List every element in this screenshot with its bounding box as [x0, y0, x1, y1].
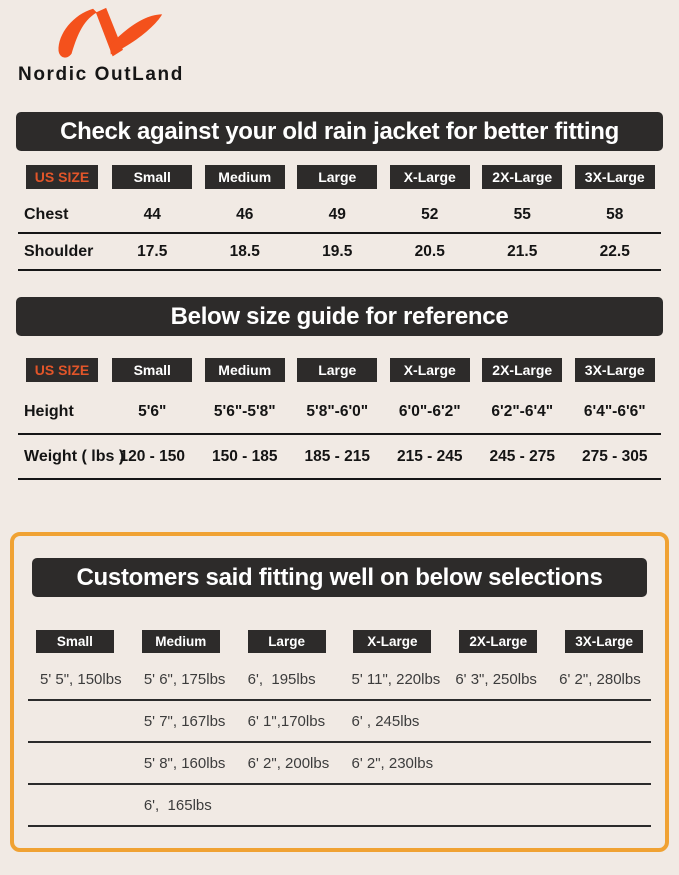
row-label: Height: [24, 402, 74, 420]
section-size-guide: [0, 297, 679, 480]
cell: 19.5: [322, 242, 353, 260]
size-badge-2xlarge: 2X-Large: [459, 630, 537, 653]
size-badge-medium: Medium: [205, 358, 285, 382]
brand-header: [0, 0, 679, 96]
size-badge-small: Small: [112, 358, 192, 382]
chest-row: [18, 197, 661, 234]
customer-rows: [22, 659, 657, 827]
customer-row: [28, 743, 651, 785]
shoulder-row: [18, 234, 661, 271]
weight-row: [18, 435, 661, 480]
customer-cell: 5' 5", 150lbs: [40, 670, 122, 688]
cell: 55: [513, 205, 531, 223]
customer-cell: 6' , 245lbs: [351, 712, 420, 730]
us-size-badge: US SIZE: [26, 358, 98, 382]
customer-cell: 5' 7", 167lbs: [143, 712, 226, 730]
size-badge-2xlarge: 2X-Large: [482, 165, 562, 189]
customer-cell: 6' 2", 280lbs: [559, 670, 641, 688]
customer-cell: 5' 8", 160lbs: [143, 754, 226, 772]
customer-cell: 5' 6", 175lbs: [143, 670, 226, 688]
size-badge-large: Large: [297, 165, 377, 189]
cell: 275 - 305: [582, 447, 648, 465]
size-badge-large: Large: [248, 630, 326, 653]
row-label: Chest: [24, 205, 69, 223]
size-badge-xlarge: X-Large: [390, 358, 470, 382]
customers-banner: Customers said fitting well on below selections: [32, 558, 647, 597]
us-size-badge: US SIZE: [26, 165, 98, 189]
size-badge-xlarge: X-Large: [353, 630, 431, 653]
size-badge-2xlarge: 2X-Large: [482, 358, 562, 382]
cell: 52: [421, 205, 439, 223]
size-badge-small: Small: [36, 630, 114, 653]
cell: 120 - 150: [119, 447, 185, 465]
cell: 44: [143, 205, 161, 223]
size-badge-medium: Medium: [142, 630, 220, 653]
cell: 17.5: [137, 242, 168, 260]
cell: 22.5: [599, 242, 630, 260]
size-badge-medium: Medium: [205, 165, 285, 189]
cell: 150 - 185: [212, 447, 278, 465]
fitting-banner: Check against your old rain jacket for better fitting: [16, 112, 663, 151]
cell: 185 - 215: [304, 447, 370, 465]
customers-box: [10, 532, 669, 852]
customer-cell: 6', 195lbs: [247, 670, 316, 688]
customers-size-header-row: [22, 630, 657, 653]
fitting-size-header-row: [18, 165, 661, 189]
height-row: [18, 390, 661, 435]
cell: 6'2"-6'4": [491, 402, 554, 420]
size-badge-large: Large: [297, 358, 377, 382]
cell: 5'6"-5'8": [213, 402, 276, 420]
cell: 5'8"-6'0": [306, 402, 369, 420]
row-label: Shoulder: [24, 242, 94, 260]
cell: 5'6": [138, 402, 167, 420]
customer-row: [28, 785, 651, 827]
brand-name: Nordic OutLand: [18, 64, 184, 85]
size-badge-3xlarge: 3X-Large: [575, 358, 655, 382]
size-badge-small: Small: [112, 165, 192, 189]
size-badge-3xlarge: 3X-Large: [565, 630, 643, 653]
cell: 21.5: [507, 242, 538, 260]
size-badge-xlarge: X-Large: [390, 165, 470, 189]
guide-banner: Below size guide for reference: [16, 297, 663, 336]
cell: 58: [606, 205, 624, 223]
customer-cell: 6' 1",170lbs: [247, 712, 326, 730]
cell: 46: [236, 205, 254, 223]
cell: 18.5: [229, 242, 260, 260]
cell: 6'0"-6'2": [398, 402, 461, 420]
customer-cell: 5' 11", 220lbs: [351, 670, 441, 688]
customer-row: [28, 659, 651, 701]
guide-size-header-row: [18, 358, 661, 382]
customer-cell: 6' 2", 200lbs: [247, 754, 330, 772]
cell: 215 - 245: [397, 447, 463, 465]
customer-cell: 6' 2", 230lbs: [351, 754, 434, 772]
customer-cell: 6' 3", 250lbs: [455, 670, 537, 688]
swoosh-logo-icon: [52, 6, 164, 62]
cell: 6'4"-6'6": [583, 402, 646, 420]
customer-cell: 6', 165lbs: [143, 796, 212, 814]
customer-row: [28, 701, 651, 743]
cell: 49: [328, 205, 346, 223]
row-label: Weight ( lbs ): [24, 447, 125, 465]
section-fitting: [0, 112, 679, 271]
size-badge-3xlarge: 3X-Large: [575, 165, 655, 189]
cell: 245 - 275: [489, 447, 555, 465]
cell: 20.5: [414, 242, 445, 260]
